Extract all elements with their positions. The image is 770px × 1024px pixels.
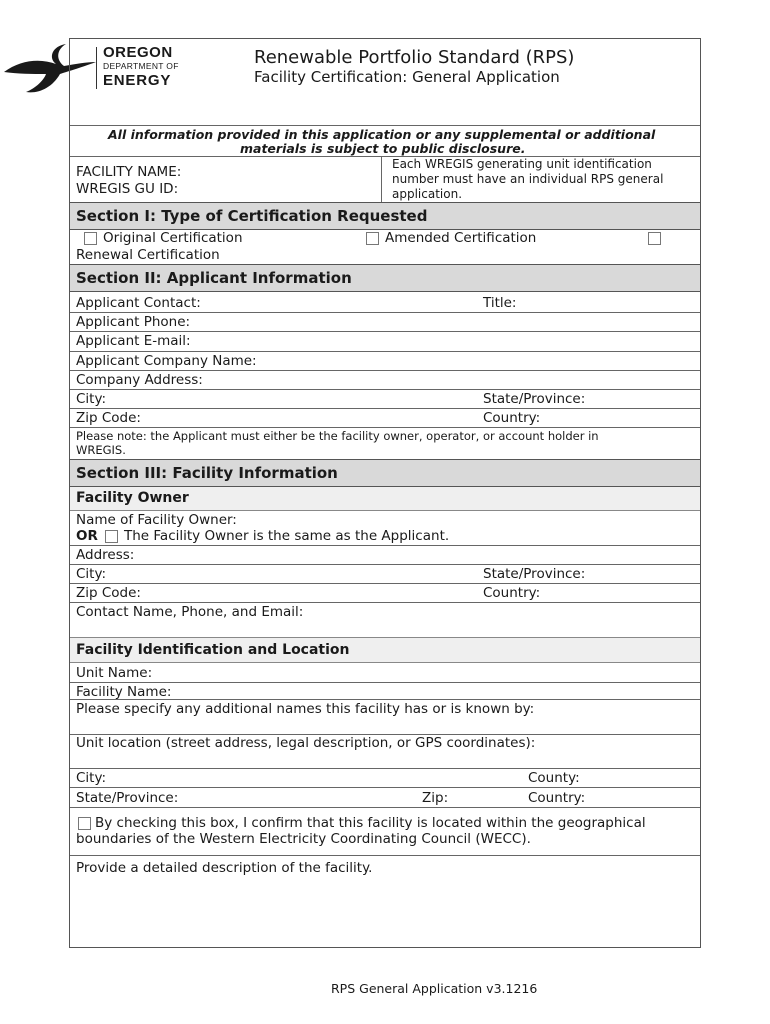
applicant-email-label: Applicant E-mail: — [76, 333, 191, 349]
owner-same-as-applicant-checkbox[interactable] — [105, 530, 118, 543]
applicant-city-label: City: — [76, 391, 107, 407]
footer-version: RPS General Application v3.1216 — [331, 981, 538, 996]
section-1-header: Section I: Type of Certification Requested — [70, 202, 700, 230]
wregis-note-line3: application. — [392, 187, 463, 201]
original-certification-checkbox[interactable] — [84, 232, 97, 245]
page-title: Renewable Portfolio Standard (RPS) — [254, 47, 575, 68]
applicant-contact-label: Applicant Contact: — [76, 295, 201, 311]
applicant-state-label: State/Province: — [483, 391, 586, 407]
unit-location-label: Unit location (street address, legal description, or GPS coordinates): — [76, 735, 536, 751]
location-city-label: City: — [76, 770, 107, 786]
amended-certification-checkbox[interactable] — [366, 232, 379, 245]
owner-country-label: Country: — [483, 585, 541, 601]
wecc-confirm-line1: By checking this box, I confirm that this facility is located within the geographical — [95, 815, 646, 831]
wregis-note-line2: number must have an individual RPS general — [392, 172, 664, 186]
owner-state-label: State/Province: — [483, 566, 586, 582]
wecc-confirm-checkbox[interactable] — [78, 817, 91, 830]
location-country-label: Country: — [528, 790, 586, 806]
applicant-country-label: Country: — [483, 410, 541, 426]
applicant-zip-label: Zip Code: — [76, 410, 141, 426]
wregis-guid-label: WREGIS GU ID: — [76, 181, 179, 197]
renewal-certification-label: Renewal Certification — [76, 247, 220, 263]
facility-owner-name-label: Name of Facility Owner: — [76, 512, 237, 528]
applicant-note-line2: WREGIS. — [76, 443, 126, 457]
applicant-company-label: Applicant Company Name: — [76, 353, 257, 369]
section-3-header: Section III: Facility Information — [70, 459, 700, 487]
wregis-note-line1: Each WREGIS generating unit identification — [392, 157, 652, 171]
facility-description-label: Provide a detailed description of the facility. — [76, 860, 373, 876]
facility-header-divider — [381, 156, 382, 202]
page-subtitle: Facility Certification: General Application — [254, 68, 560, 86]
location-county-label: County: — [528, 770, 580, 786]
or-label: OR — [76, 528, 98, 544]
facility-owner-subheader: Facility Owner — [70, 487, 700, 511]
location-state-label: State/Province: — [76, 790, 179, 806]
company-address-label: Company Address: — [76, 372, 203, 388]
org-name-line3: ENERGY — [103, 72, 172, 89]
applicant-note-line1: Please note: the Applicant must either be the facility owner, operator, or account holder in — [76, 429, 599, 443]
disclosure-line2: materials is subject to public disclosure. — [240, 141, 526, 156]
additional-names-label: Please specify any additional names this facility has or is known by: — [76, 701, 535, 717]
application-form — [69, 38, 701, 948]
applicant-phone-label: Applicant Phone: — [76, 314, 191, 330]
disclosure-line1: All information provided in this application or any supplemental or additional — [108, 127, 656, 142]
location-zip-label: Zip: — [422, 790, 449, 806]
applicant-title-label: Title: — [483, 295, 517, 311]
facility-id-subheader: Facility Identification and Location — [70, 637, 700, 663]
amended-certification-label: Amended Certification — [385, 230, 537, 246]
facility-name-label: FACILITY NAME: — [76, 164, 182, 180]
section-2-header: Section II: Applicant Information — [70, 264, 700, 292]
original-certification-label: Original Certification — [103, 230, 243, 246]
unit-name-label: Unit Name: — [76, 665, 153, 681]
owner-city-label: City: — [76, 566, 107, 582]
org-name-line2: DEPARTMENT OF — [103, 61, 179, 71]
owner-zip-label: Zip Code: — [76, 585, 141, 601]
owner-address-label: Address: — [76, 547, 135, 563]
facility-name-label-2: Facility Name: — [76, 684, 172, 700]
org-name-line1: OREGON — [103, 44, 173, 61]
logo-divider — [96, 47, 97, 89]
wecc-confirm-line2: boundaries of the Western Electricity Coordinating Council (WECC). — [76, 831, 531, 847]
renewal-certification-checkbox[interactable] — [648, 232, 661, 245]
owner-same-as-applicant-label: The Facility Owner is the same as the Applicant. — [124, 528, 450, 544]
owner-contact-label: Contact Name, Phone, and Email: — [76, 604, 304, 620]
